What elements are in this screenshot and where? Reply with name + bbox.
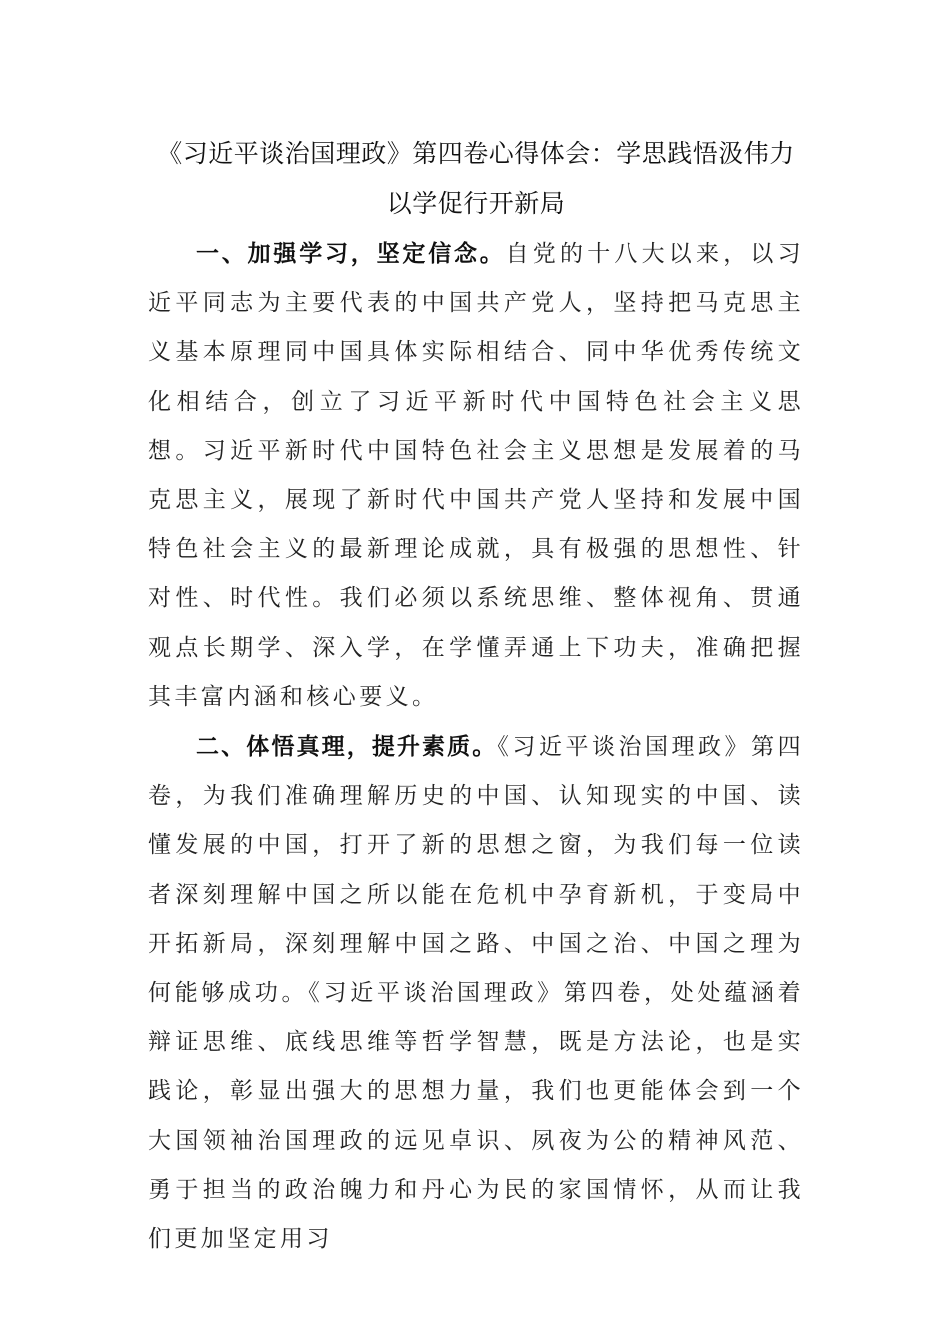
section-2-text: 《习近平谈治国理政》第四卷，为我们准确理解历史的中国、认知现实的中国、读懂发展的中国，打开了新的思想之窗，为我们每一位读者深刻理解中国之所以能在危机中孕育新机，于变局中开拓新局，深刻理解中国之路、中国之治、中国之理为何能够成功。《习近平谈治国理政》第四卷，处处蕴涵着辩证思维、底线思维等哲学智慧，既是方法论，也是实践论，彰显出强大的思想力量，我们也更能体会到一个大国领袖治国理政的远见卓识、夙夜为公的精神风范、勇于担当的政治魄力和丹心为民的家国情怀，从而让我们更加坚定用习 (148, 734, 804, 1253)
document-title-line-1: 《习近平谈治国理政》第四卷心得体会：学思践悟汲伟力 (157, 139, 795, 168)
paragraph-section-2 (148, 723, 804, 1264)
section-2-heading: 二、体悟真理，提升素质。 (196, 734, 498, 760)
section-1-text: 自党的十八大以来，以习近平同志为主要代表的中国共产党人，坚持把马克思主义基本原理同中国具体实际相结合、同中华优秀传统文化相结合，创立了习近平新时代中国特色社会主义思想。习近平新时代中国特色社会主义思想是发展着的马克思主义，展现了新时代中国共产党人坚持和发展中国特色社会主义的最新理论成就，具有极强的思想性、针对性、时代性。我们必须以系统思维、整体视角、贯通观点长期学、深入学，在学懂弄通上下功夫，准确把握其丰富内涵和核心要义。 (148, 241, 805, 710)
section-1-heading: 一、加强学习，坚定信念。 (196, 241, 506, 267)
paragraph-section-1 (148, 230, 804, 722)
document-title-line-2: 以学促行开新局 (386, 189, 566, 218)
